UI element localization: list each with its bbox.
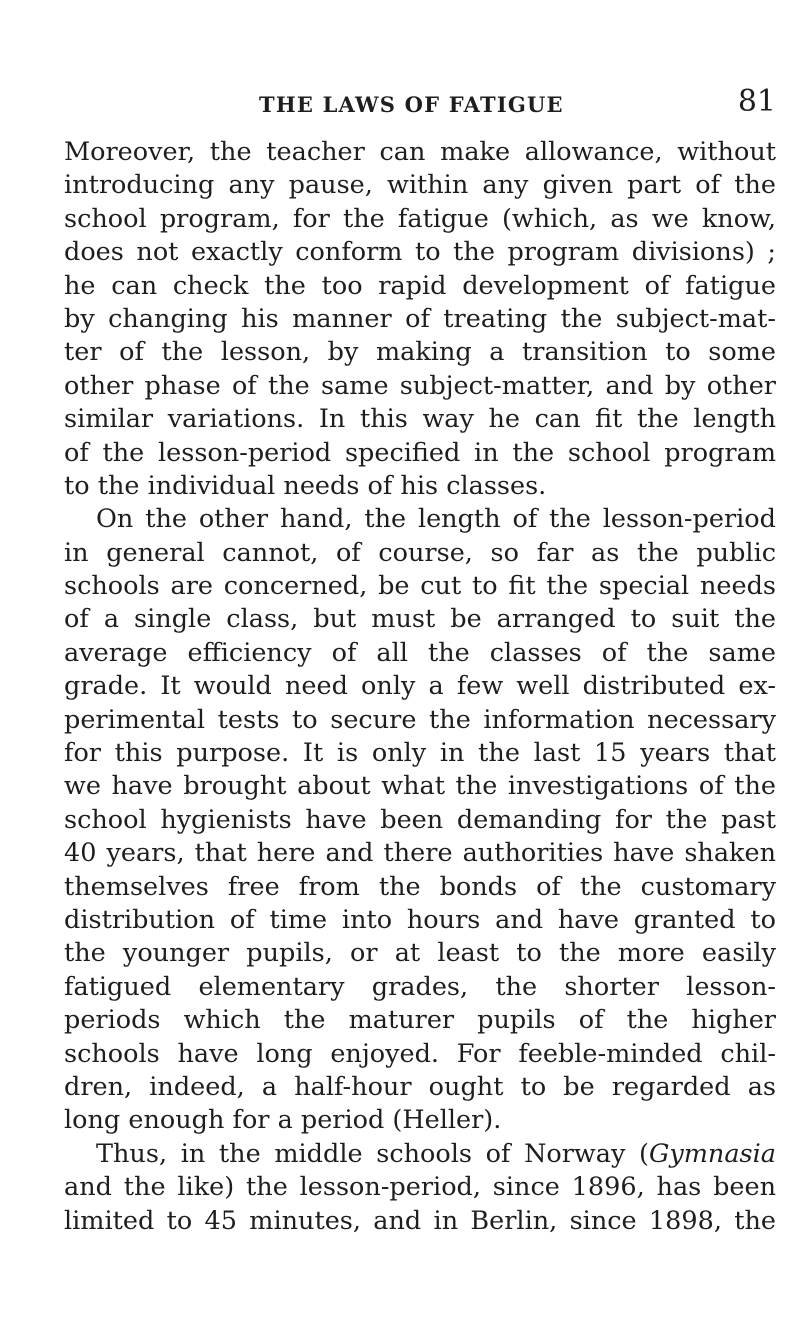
text-line: the younger pupils, or at least to the more easily xyxy=(64,938,776,969)
text-line: fatigued elementary grades, the shorter lesson- xyxy=(64,971,776,1002)
text-line: Moreover, the teacher can make allowance, without xyxy=(64,137,776,167)
text-line: introducing any pause, within any given part of the xyxy=(64,170,776,201)
text-line: 40 years, that here and there authorities have shaken xyxy=(64,838,776,869)
text-line: schools have long enjoyed. For feeble-minded chil- xyxy=(64,1038,776,1069)
text-line: average efficiency of all the classes of the same xyxy=(64,637,776,668)
text-line: school hygienists have been demanding for the past xyxy=(64,804,776,835)
text-line: of the lesson-period specified in the school program xyxy=(64,437,776,468)
text-line: similar variations. In this way he can fit the length xyxy=(64,404,776,435)
text-line: dren, indeed, a half-hour ought to be regarded as xyxy=(64,1071,776,1102)
text-line: for this purpose. It is only in the last 15 years that xyxy=(64,738,776,769)
text-line: long enough for a period (Heller). xyxy=(64,1105,502,1136)
text-line: we have brought about what the investigations of the xyxy=(64,771,776,802)
text-line: themselves free from the bonds of the customary xyxy=(64,871,776,902)
text-line: grade. It would need only a few well distributed ex- xyxy=(64,671,776,702)
text-line-norway xyxy=(64,1138,776,1171)
text-line: ter of the lesson, by making a transition to some xyxy=(64,337,776,368)
text-line: On the other hand, the length of the lesson-period xyxy=(96,504,776,535)
text-line: other phase of the same subject-matter, and by other xyxy=(64,370,776,401)
gymnasia-italic: Gymnasia xyxy=(648,1138,776,1169)
text-line: distribution of time into hours and have granted to xyxy=(64,904,776,935)
text-line: periods which the maturer pupils of the higher xyxy=(64,1005,776,1036)
text-line: to the individual needs of his classes. xyxy=(64,470,547,501)
page-header xyxy=(64,84,776,124)
line-31-start: Thus, in the middle schools of Norway ( xyxy=(96,1138,649,1169)
text-line: he can check the too rapid development of fatigue xyxy=(64,270,776,301)
text-line: and the like) the lesson-period, since 1896, has been xyxy=(64,1172,776,1203)
text-line: schools are concerned, be cut to fit the special needs xyxy=(64,571,776,602)
text-line: limited to 45 minutes, and in Berlin, since 1898, the xyxy=(64,1205,776,1236)
text-line: in general cannot, of course, so far as the public xyxy=(64,537,776,568)
text-line: of a single class, but must be arranged to suit the xyxy=(64,604,776,635)
page-number: 81 xyxy=(737,84,776,119)
running-head: THE LAWS OF FATIGUE xyxy=(259,92,564,117)
text-line: does not exactly conform to the program divisions) ; xyxy=(64,237,776,268)
body-text xyxy=(64,136,776,1238)
text-line: by changing his manner of treating the subject-mat- xyxy=(64,303,776,334)
text-line: perimental tests to secure the information necessary xyxy=(64,704,776,735)
text-line: school program, for the fatigue (which, as we know, xyxy=(64,203,776,234)
